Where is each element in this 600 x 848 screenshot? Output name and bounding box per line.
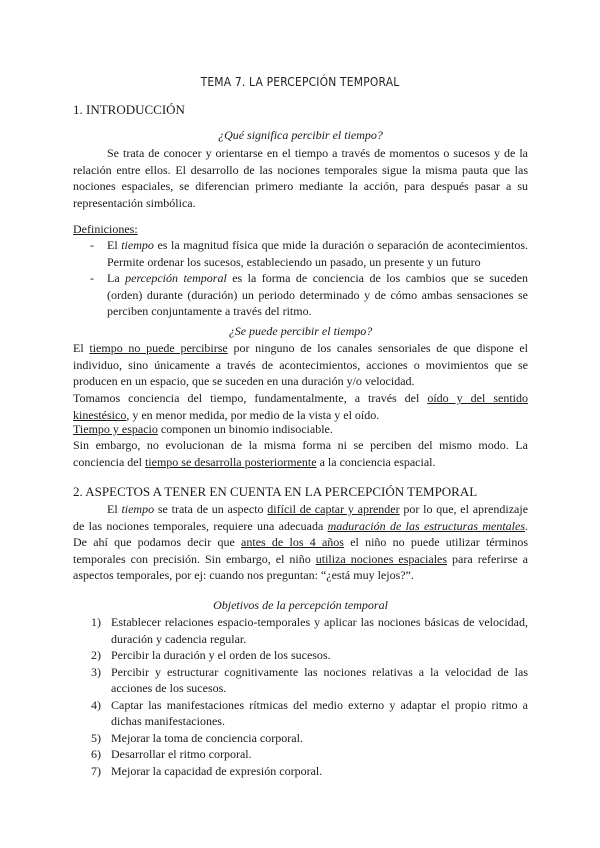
- paragraph-sin-embargo: Sin embargo, no evolucionan de la misma forma ni se perciben del mismo modo. La conciencia del tiempo se desarrolla posteriormente a la conciencia espacial.: [73, 438, 528, 469]
- objective-item: [73, 730, 528, 747]
- paragraph-binomio: Tiempo y espacio componen un binomio indisociable.: [73, 422, 333, 436]
- underlined-phrase: tiempo no puede percibirse: [89, 341, 228, 355]
- objective-number: 6): [91, 747, 101, 761]
- objective-item: [73, 746, 528, 763]
- objective-text: Desarrollar el ritmo corporal.: [111, 747, 252, 761]
- objectives-title: Objetivos de la percepción temporal: [213, 598, 388, 612]
- objective-item: [73, 763, 528, 780]
- objective-number: 7): [91, 763, 101, 778]
- objective-item: [73, 647, 528, 664]
- underlined-phrase: difícil de captar y aprender: [267, 502, 400, 516]
- objective-item: [73, 697, 528, 730]
- objective-item: [73, 664, 528, 697]
- objective-text: Mejorar la toma de conciencia corporal.: [111, 730, 303, 745]
- objectives-list: [73, 614, 528, 779]
- objective-text: Captar las manifestaciones rítmicas del medio externo y adaptar el propio ritmo a dichas manifestaciones.: [111, 697, 528, 728]
- definitions-label: Definiciones:: [73, 222, 138, 236]
- objective-number: 3): [91, 664, 101, 679]
- definitions-list: [73, 237, 528, 320]
- underlined-phrase: tiempo se desarrolla posteriormente: [144, 454, 317, 469]
- definition-item: - El tiempo es la magnitud física que mide la duración o separación de acontecimientos. Permite ordenar los sucesos, estableciendo un pasado, un presente y un futuro: [73, 237, 528, 270]
- paragraph-tomamos-conciencia: Tomamos conciencia del tiempo, fundamentalmente, a través del oído y del sentido kinestésico, y en menor medida, por medio de la vista y el oído.: [73, 391, 528, 422]
- page-title: TEMA 7. LA PERCEPCIÓN TEMPORAL: [200, 74, 400, 89]
- objective-number: 2): [91, 648, 101, 662]
- section-heading-aspectos: 2. ASPECTOS A TENER EN CUENTA EN LA PERCEPCIÓN TEMPORAL: [73, 484, 478, 499]
- paragraph-intro: Se trata de conocer y orientarse en el tiempo a través de momentos o sucesos y de la relación entre ellos. El desarrollo de las nociones temporales sigue la misma pauta que las nociones espaciales, se diferencian primero mediante la acción, para después pasar a su representación simbólica.: [73, 146, 528, 210]
- underlined-phrase: Tiempo y espacio: [73, 422, 158, 436]
- objective-text: Percibir la duración y el orden de los sucesos.: [111, 648, 331, 662]
- underlined-phrase: utiliza nociones espaciales: [315, 551, 448, 566]
- term-percepcion-temporal: percepción temporal: [125, 271, 227, 285]
- objective-text: Establecer relaciones espacio-temporales y aplicar las nociones básicas de velocidad, duración y cadencia regular.: [111, 615, 528, 646]
- question-se-puede-percibir: ¿Se puede percibir el tiempo?: [228, 324, 373, 338]
- question-que-significa: ¿Qué significa percibir el tiempo?: [218, 128, 383, 142]
- term-tiempo: tiempo: [121, 238, 154, 252]
- underlined-phrase: maduración de las estructuras mentales: [327, 518, 525, 533]
- objective-text: Percibir y estructurar cognitivamente las nociones relativas a la velocidad de las acciones de los sucesos.: [111, 664, 528, 695]
- underlined-phrase: oído y del sentido kinestésico: [73, 391, 528, 422]
- paragraph-tiempo-no-percibe: El tiempo no puede percibirse por ninguno de los canales sensoriales de que dispone el individuo, sino únicamente a través de acontecimientos, acciones o movimientos que se producen en un espacio, que se suceden en una duración y/o velocidad.: [73, 341, 529, 388]
- objective-number: 4): [91, 697, 101, 712]
- section-heading-introduccion: 1. INTRODUCCIÓN: [73, 102, 185, 117]
- objective-number: 1): [91, 615, 101, 629]
- definition-item: - La percepción temporal es la forma de conciencia de los cambios que se suceden (orden) durante (duración) un periodo determinado y de cómo ambas sensaciones se perciben conjuntamente a través del ritmo.: [73, 270, 528, 320]
- objective-text: Mejorar la capacidad de expresión corporal.: [111, 763, 323, 778]
- objective-item: [73, 614, 528, 647]
- paragraph-aspectos: El tiempo se trata de un aspecto difícil de captar y aprender por lo que, el aprendizaje de las nociones temporales, requiere una adecuada maduración de las estructuras mentales. De ahí que podamos decir que antes de los 4 años el niño no puede utilizar términos temporales con precisión. Sin embargo, el niño utiliza nociones espaciales para referirse a aspectos temporales, por ej: cuando nos preguntan: “¿está muy lejos?”.: [73, 502, 529, 582]
- objective-number: 5): [91, 730, 101, 745]
- underlined-phrase: antes de los 4 años: [241, 535, 344, 549]
